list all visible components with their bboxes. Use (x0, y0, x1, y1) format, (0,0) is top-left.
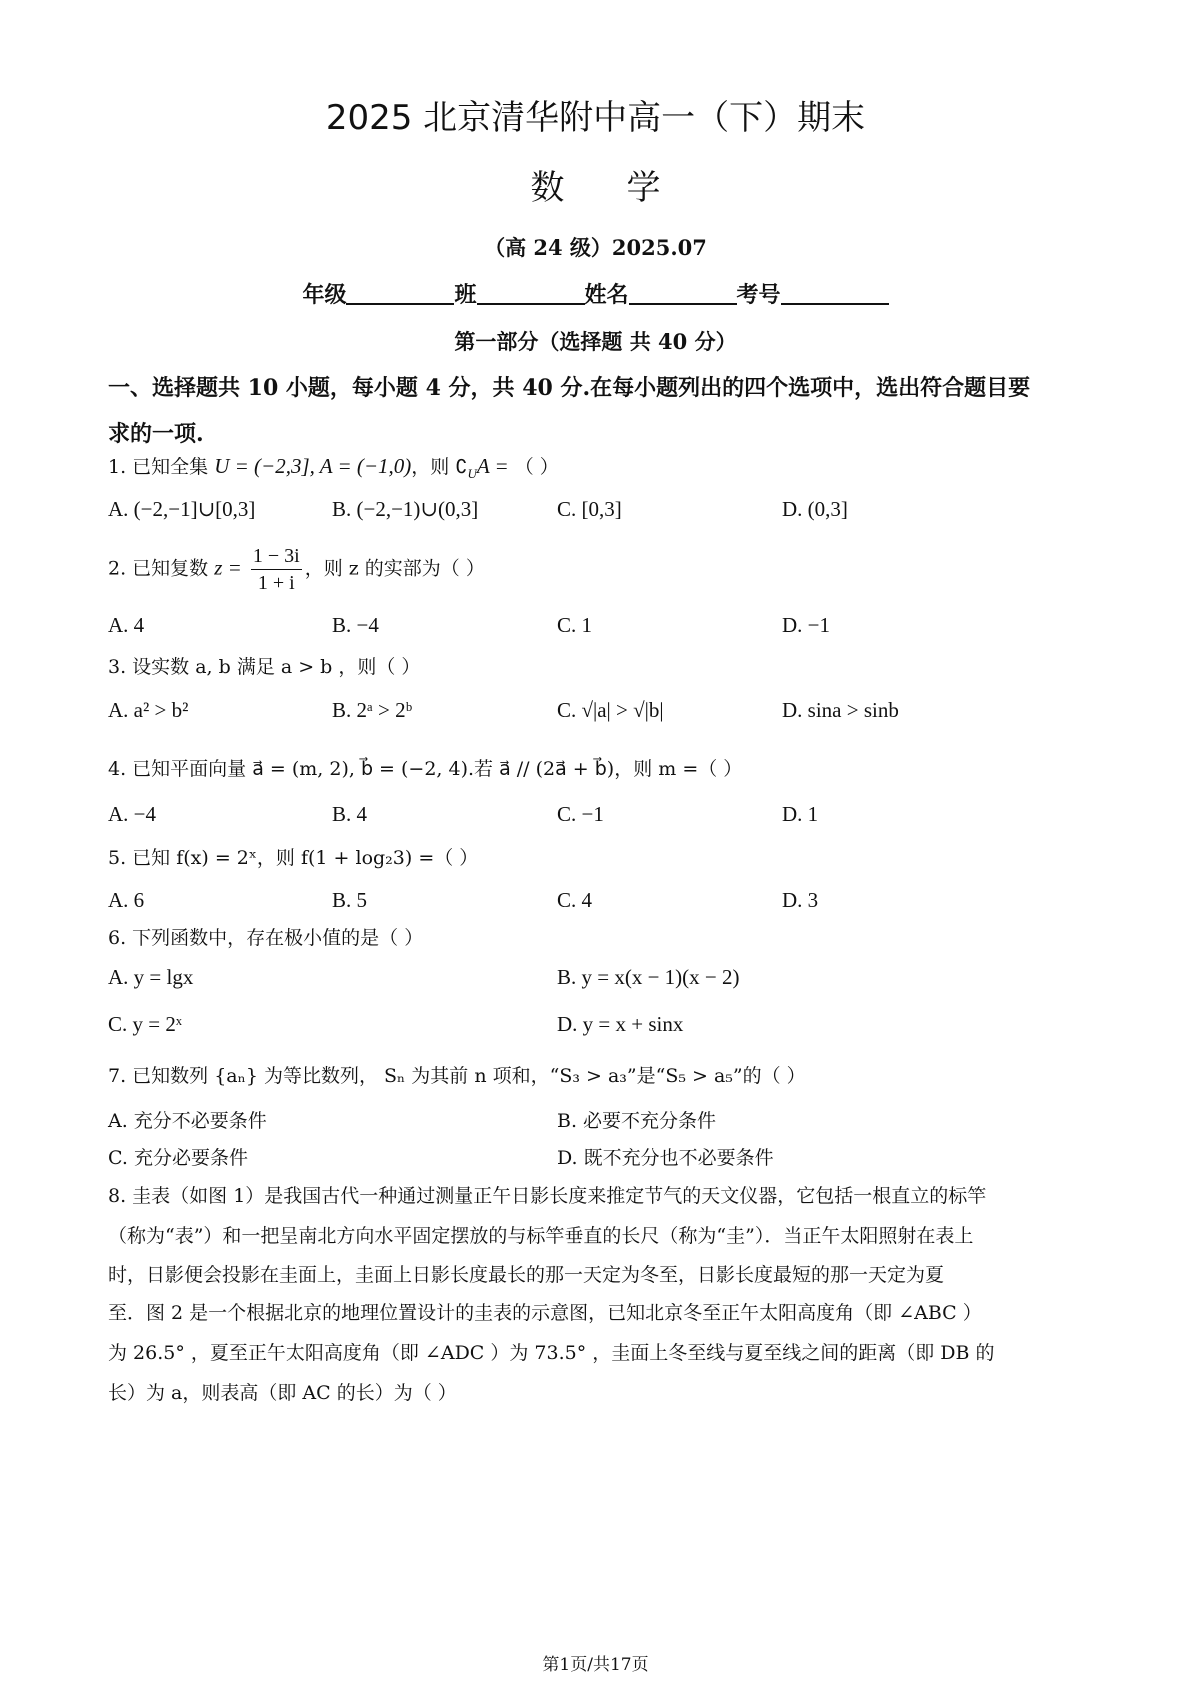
question-5-option-a[interactable]: A. 6 (108, 888, 145, 912)
question-1-math: U = (−2,3], A = (−1,0) (214, 454, 412, 478)
question-8-line: 至．图 2 是一个根据北京的地理位置设计的圭表的示意图，已知北京冬至正午太阳高度角（即 ∠ABC ） (108, 1302, 982, 1324)
question-2-fraction: $\frac{1 - 3i}{1 + i}$ (252, 545, 300, 594)
question-8-line: 8. 圭表（如图 1）是我国古代一种通过测量正午日影长度来推定节气的天文仪器，它包括一根直立的标竿 (108, 1185, 987, 1207)
question-7-option-d[interactable]: D. 既不充分也不必要条件 (557, 1147, 774, 1169)
question-2-stem: 2. 已知复数 z = $\frac{1 - 3i}{1 + i}$ ，则 z 的实部为（ ） (108, 545, 485, 594)
question-6-stem: 6. 下列函数中，存在极小值的是（ ） (108, 927, 424, 949)
question-1-option-a[interactable]: A. (−2,−1]∪[0,3] (108, 497, 256, 521)
question-2-option-c[interactable]: C. 1 (557, 613, 593, 637)
question-6-option-d[interactable]: D. y = x + sinx (557, 1012, 684, 1036)
question-3-option-a[interactable]: A. a² > b² (108, 698, 189, 722)
question-6-option-c[interactable]: C. y = 2ˣ (108, 1012, 182, 1036)
question-1-stem: 1. 已知全集 U = (−2,3], A = (−1,0)，则 $∁_UA$ = （ ） (108, 454, 559, 481)
page-footer: 第1页/共17页 (542, 1655, 649, 1675)
question-2-option-a[interactable]: A. 4 (108, 613, 145, 637)
field-name-label: 姓名 (584, 282, 629, 308)
question-8-line: 时，日影便会投影在圭面上，圭面上日影长度最长的那一天定为冬至，日影长度最短的那一天定为夏 (108, 1264, 945, 1286)
student-info-fields (0, 278, 1191, 309)
field-number-blank (781, 281, 889, 305)
section-heading-line: 一、选择题共 10 小题，每小题 4 分，共 40 分.在每小题列出的四个选项中，选出符合题目要 (108, 375, 1031, 401)
question-3-stem: 3. 设实数 a, b 满足 a > b ，则（ ） (108, 656, 421, 678)
question-6-option-b[interactable]: B. y = x(x − 1)(x − 2) (557, 965, 740, 989)
grade-line: （高 24 级）2025.07 (484, 235, 707, 260)
question-1-option-c[interactable]: C. [0,3] (557, 497, 622, 521)
question-4-stem: 4. 已知平面向量 a⃗ = (m, 2), b⃗ = (−2, 4).若 a⃗ // (2a⃗ + b⃗)，则 m =（ ） (108, 758, 743, 780)
section-heading-line: 求的一项. (108, 421, 204, 447)
exam-title: 2025 北京清华附中高一（下）期末 (325, 98, 866, 138)
question-5-option-d[interactable]: D. 3 (782, 888, 819, 912)
question-4-option-a[interactable]: A. −4 (108, 802, 157, 826)
part-title: 第一部分（选择题 共 40 分） (454, 329, 737, 354)
field-grade-blank (346, 281, 454, 305)
question-7-option-b[interactable]: B. 必要不充分条件 (557, 1110, 717, 1132)
question-2-option-d[interactable]: D. −1 (782, 613, 831, 637)
question-4-option-d[interactable]: D. 1 (782, 802, 819, 826)
field-name-blank (629, 281, 737, 305)
question-3-option-c[interactable]: C. √|a| > √|b| (557, 698, 664, 722)
question-3-option-d[interactable]: D. sina > sinb (782, 698, 899, 722)
question-8-line: （称为“表”）和一把呈南北方向水平固定摆放的与标竿垂直的长尺（称为“圭”）．当正午太阳照射在表上 (108, 1225, 974, 1247)
question-5-option-b[interactable]: B. 5 (332, 888, 368, 912)
question-7-option-a[interactable]: A. 充分不必要条件 (108, 1110, 267, 1132)
question-2-option-b[interactable]: B. −4 (332, 613, 379, 637)
question-6-option-a[interactable]: A. y = lgx (108, 965, 194, 989)
question-3-option-b[interactable]: B. 2ᵃ > 2ᵇ (332, 698, 413, 722)
field-number-label: 考号 (736, 282, 781, 308)
field-class-label: 班 (454, 282, 477, 308)
section-heading (108, 365, 1083, 457)
question-1-option-b[interactable]: B. (−2,−1)∪(0,3] (332, 497, 479, 521)
question-5-option-c[interactable]: C. 4 (557, 888, 593, 912)
field-grade-label: 年级 (302, 282, 347, 308)
field-class-blank (477, 281, 585, 305)
question-4-option-c[interactable]: C. −1 (557, 802, 604, 826)
question-4-option-b[interactable]: B. 4 (332, 802, 368, 826)
question-7-stem: 7. 已知数列 {aₙ} 为等比数列， Sₙ 为其前 n 项和，“S₃ > a₃”是“S₅ > a₅”的（ ） (108, 1065, 806, 1087)
question-8-line: 为 26.5° ，夏至正午太阳高度角（即 ∠ADC ）为 73.5° ，圭面上冬至线与夏至线之间的距离（即 DB 的 (108, 1342, 995, 1364)
question-5-stem: 5. 已知 f(x) = 2ˣ，则 f(1 + log₂3) =（ ） (108, 847, 479, 869)
subject-title: 数学 (530, 168, 723, 208)
question-7-option-c[interactable]: C. 充分必要条件 (108, 1147, 248, 1169)
question-1-option-d[interactable]: D. (0,3] (782, 497, 848, 521)
question-8-line: 长）为 a，则表高（即 AC 的长）为（ ） (108, 1382, 457, 1404)
